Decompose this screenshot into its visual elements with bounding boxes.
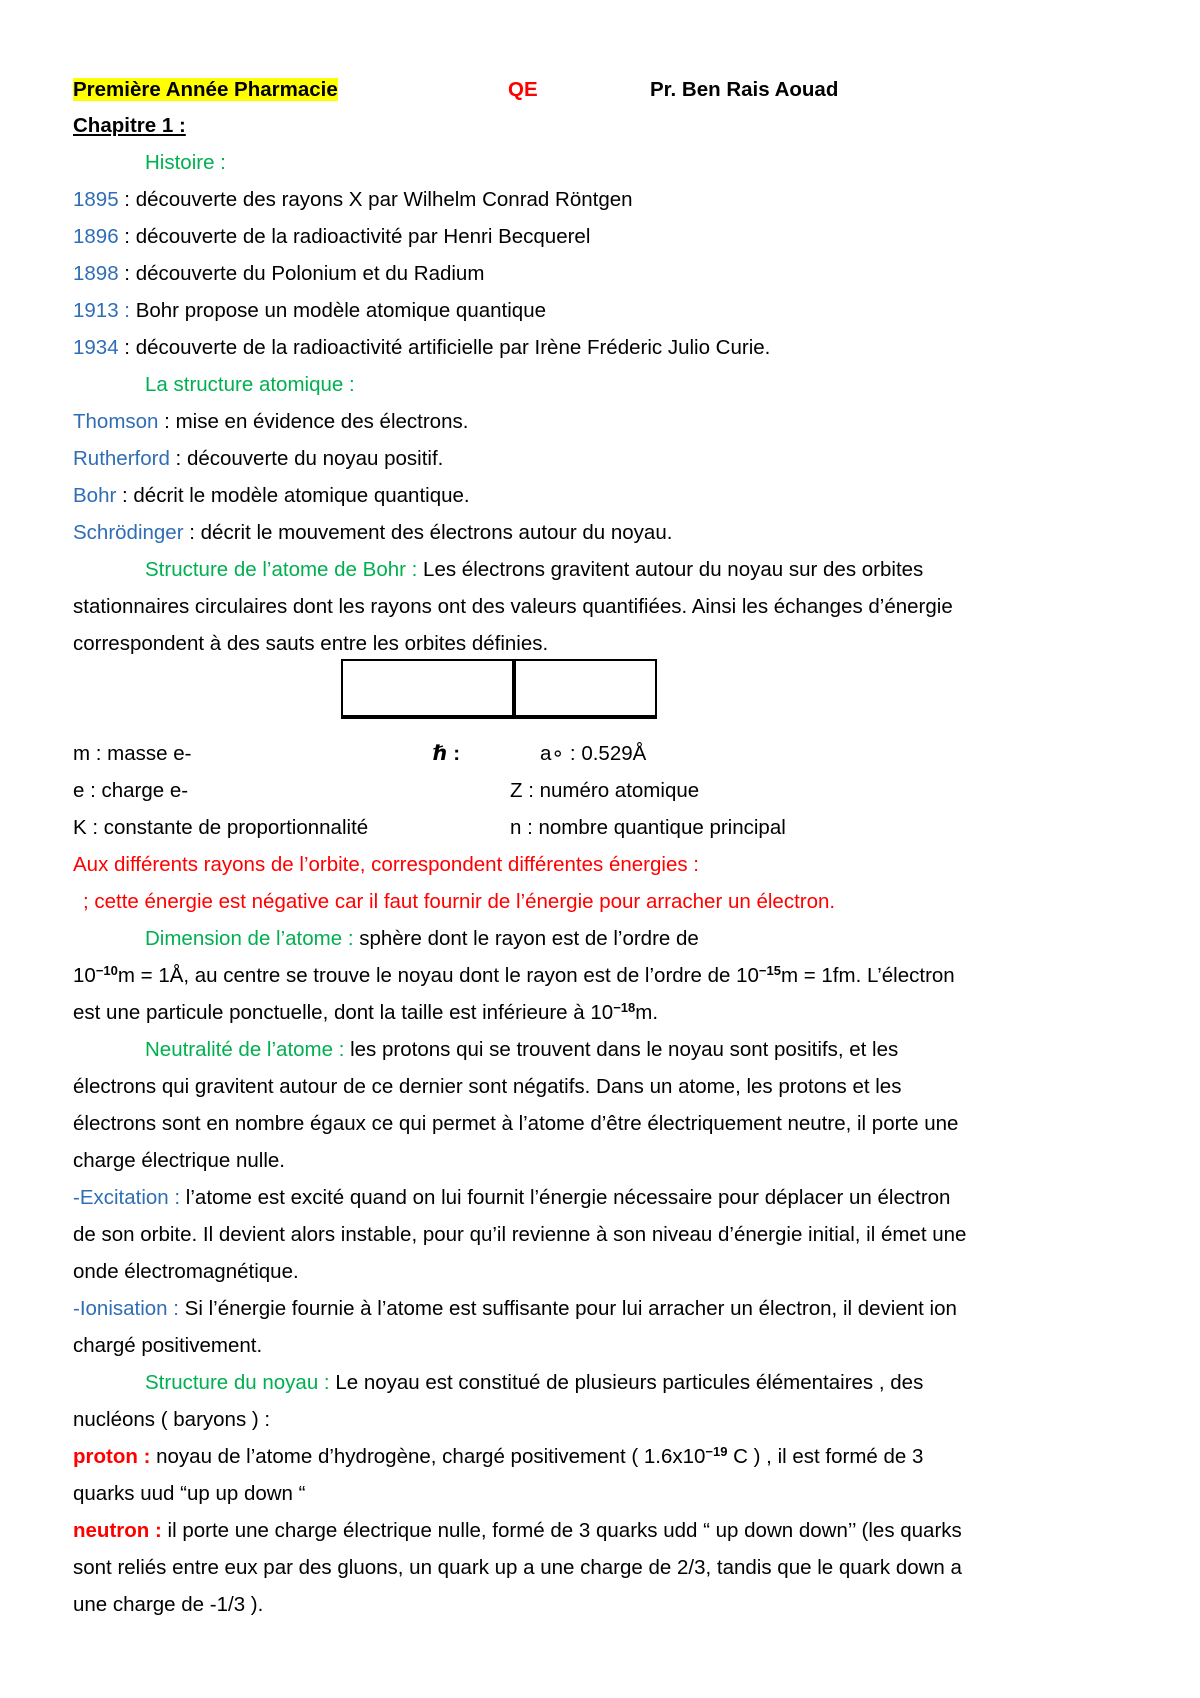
scientist-entry: Schrödinger : décrit le mouvement des électrons autour du noyau. bbox=[73, 521, 673, 544]
proton-line: quarks uud “up up down “ bbox=[73, 1482, 306, 1505]
ionisation-heading: -Ionisation : bbox=[73, 1297, 179, 1320]
bohr-heading: Structure de l’atome de Bohr : bbox=[145, 558, 418, 581]
formula-boxes bbox=[341, 659, 659, 719]
neutralite-line: électrons qui gravitent autour de ce dernier sont négatifs. Dans un atome, les protons et les bbox=[73, 1075, 902, 1098]
course-code: QE bbox=[508, 78, 538, 101]
neutralite-line: Neutralité de l’atome : les protons qui se trouvent dans le noyau sont positifs, et les bbox=[145, 1038, 899, 1061]
scientist-entry: Bohr : décrit le modèle atomique quantique. bbox=[73, 484, 470, 507]
histoire-heading: Histoire : bbox=[145, 151, 226, 174]
noyau-line: nucléons ( baryons ) : bbox=[73, 1408, 271, 1431]
structure-heading: La structure atomique : bbox=[145, 373, 355, 396]
noyau-line: Structure du noyau : Le noyau est constitué de plusieurs particules élémentaires , des bbox=[145, 1371, 924, 1394]
legend-hbar: ℏ : bbox=[433, 742, 461, 765]
noyau-heading: Structure du noyau : bbox=[145, 1371, 330, 1394]
scientist-entry: Thomson : mise en évidence des électrons. bbox=[73, 410, 469, 433]
neutralite-line: électrons sont en nombre égaux ce qui permet à l’atome d’être électriquement neutre, il porte une bbox=[73, 1112, 959, 1135]
bohr-paragraph-line: stationnaires circulaires dont les rayons ont des valeurs quantifiées. Ainsi les échanges d’énergie bbox=[73, 595, 953, 618]
scientist-entry: Rutherford : découverte du noyau positif. bbox=[73, 447, 444, 470]
professor-name: Pr. Ben Rais Aouad bbox=[650, 78, 839, 101]
course-name: Première Année Pharmacie bbox=[73, 78, 338, 101]
history-event: 1898 : découverte du Polonium et du Radium bbox=[73, 262, 485, 285]
excitation-line: de son orbite. Il devient alors instable, pour qu’il revienne à son niveau d’énergie initial, il émet une bbox=[73, 1223, 967, 1246]
ionisation-line: chargé positivement. bbox=[73, 1334, 263, 1357]
formula-box bbox=[514, 659, 657, 719]
bohr-paragraph-line: correspondent à des sauts entre les orbites définies. bbox=[73, 632, 549, 655]
energy-line: ; cette énergie est négative car il faut fournir de l’énergie pour arracher un électron. bbox=[83, 890, 836, 913]
excitation-line: onde électromagnétique. bbox=[73, 1260, 299, 1283]
legend-e: e : charge e- bbox=[73, 779, 189, 802]
dimension-line: Dimension de l’atome : sphère dont le rayon est de l’ordre de bbox=[145, 927, 699, 950]
history-event: 1913 : Bohr propose un modèle atomique quantique bbox=[73, 299, 546, 322]
neutralite-line: charge électrique nulle. bbox=[73, 1149, 285, 1172]
neutron-line: neutron : il porte une charge électrique nulle, formé de 3 quarks udd “ up down down’’ (les quarks bbox=[73, 1519, 962, 1542]
legend-k: K : constante de proportionnalité bbox=[73, 816, 369, 839]
history-event: 1896 : découverte de la radioactivité par Henri Becquerel bbox=[73, 225, 591, 248]
legend-n: n : nombre quantique principal bbox=[510, 816, 786, 839]
dimension-heading: Dimension de l’atome : bbox=[145, 927, 354, 950]
proton-line: proton : noyau de l’atome d’hydrogène, chargé positivement ( $1.6x10^{-19}$ C ) , il est formé de 3 bbox=[73, 1444, 924, 1468]
proton-heading: proton : bbox=[73, 1445, 151, 1468]
neutron-line: sont reliés entre eux par des gluons, un quark up a une charge de 2/3, tandis que le quark down a bbox=[73, 1556, 962, 1579]
energy-line: Aux différents rayons de l’orbite, correspondent différentes énergies : bbox=[73, 853, 700, 876]
history-event: 1895 : découverte des rayons X par Wilhelm Conrad Röntgen bbox=[73, 188, 633, 211]
neutron-line: une charge de -1/3 ). bbox=[73, 1593, 264, 1616]
legend-a0: a∘ : 0.529Å bbox=[540, 742, 647, 765]
chapter-title: Chapitre 1 : bbox=[73, 114, 186, 137]
course-title bbox=[73, 76, 338, 104]
legend-z: Z : numéro atomique bbox=[510, 779, 700, 802]
excitation-heading: -Excitation : bbox=[73, 1186, 181, 1209]
bohr-paragraph-line: Structure de l’atome de Bohr : Les électrons gravitent autour du noyau sur des orbites bbox=[145, 558, 924, 581]
excitation-line: -Excitation : l’atome est excité quand on lui fournit l’énergie nécessaire pour déplacer un électron bbox=[73, 1186, 951, 1209]
ionisation-line: -Ionisation : Si l’énergie fournie à l’atome est suffisante pour lui arracher un électron, il devient ion bbox=[73, 1297, 957, 1320]
dimension-line: $10^{-10}m$ = 1Å, au centre se trouve le noyau dont le rayon est de l’ordre de $10^{-15}m = 1fm$. L’électron bbox=[73, 963, 955, 987]
formula-box bbox=[341, 659, 514, 719]
neutron-heading: neutron : bbox=[73, 1519, 162, 1542]
history-event: 1934 : découverte de la radioactivité artificielle par Irène Fréderic Julio Curie. bbox=[73, 336, 771, 359]
legend-m: m : masse e- bbox=[73, 742, 192, 765]
neutralite-heading: Neutralité de l’atome : bbox=[145, 1038, 345, 1061]
dimension-line: est une particule ponctuelle, dont la taille est inférieure à $10^{-18}m$. bbox=[73, 1000, 659, 1024]
